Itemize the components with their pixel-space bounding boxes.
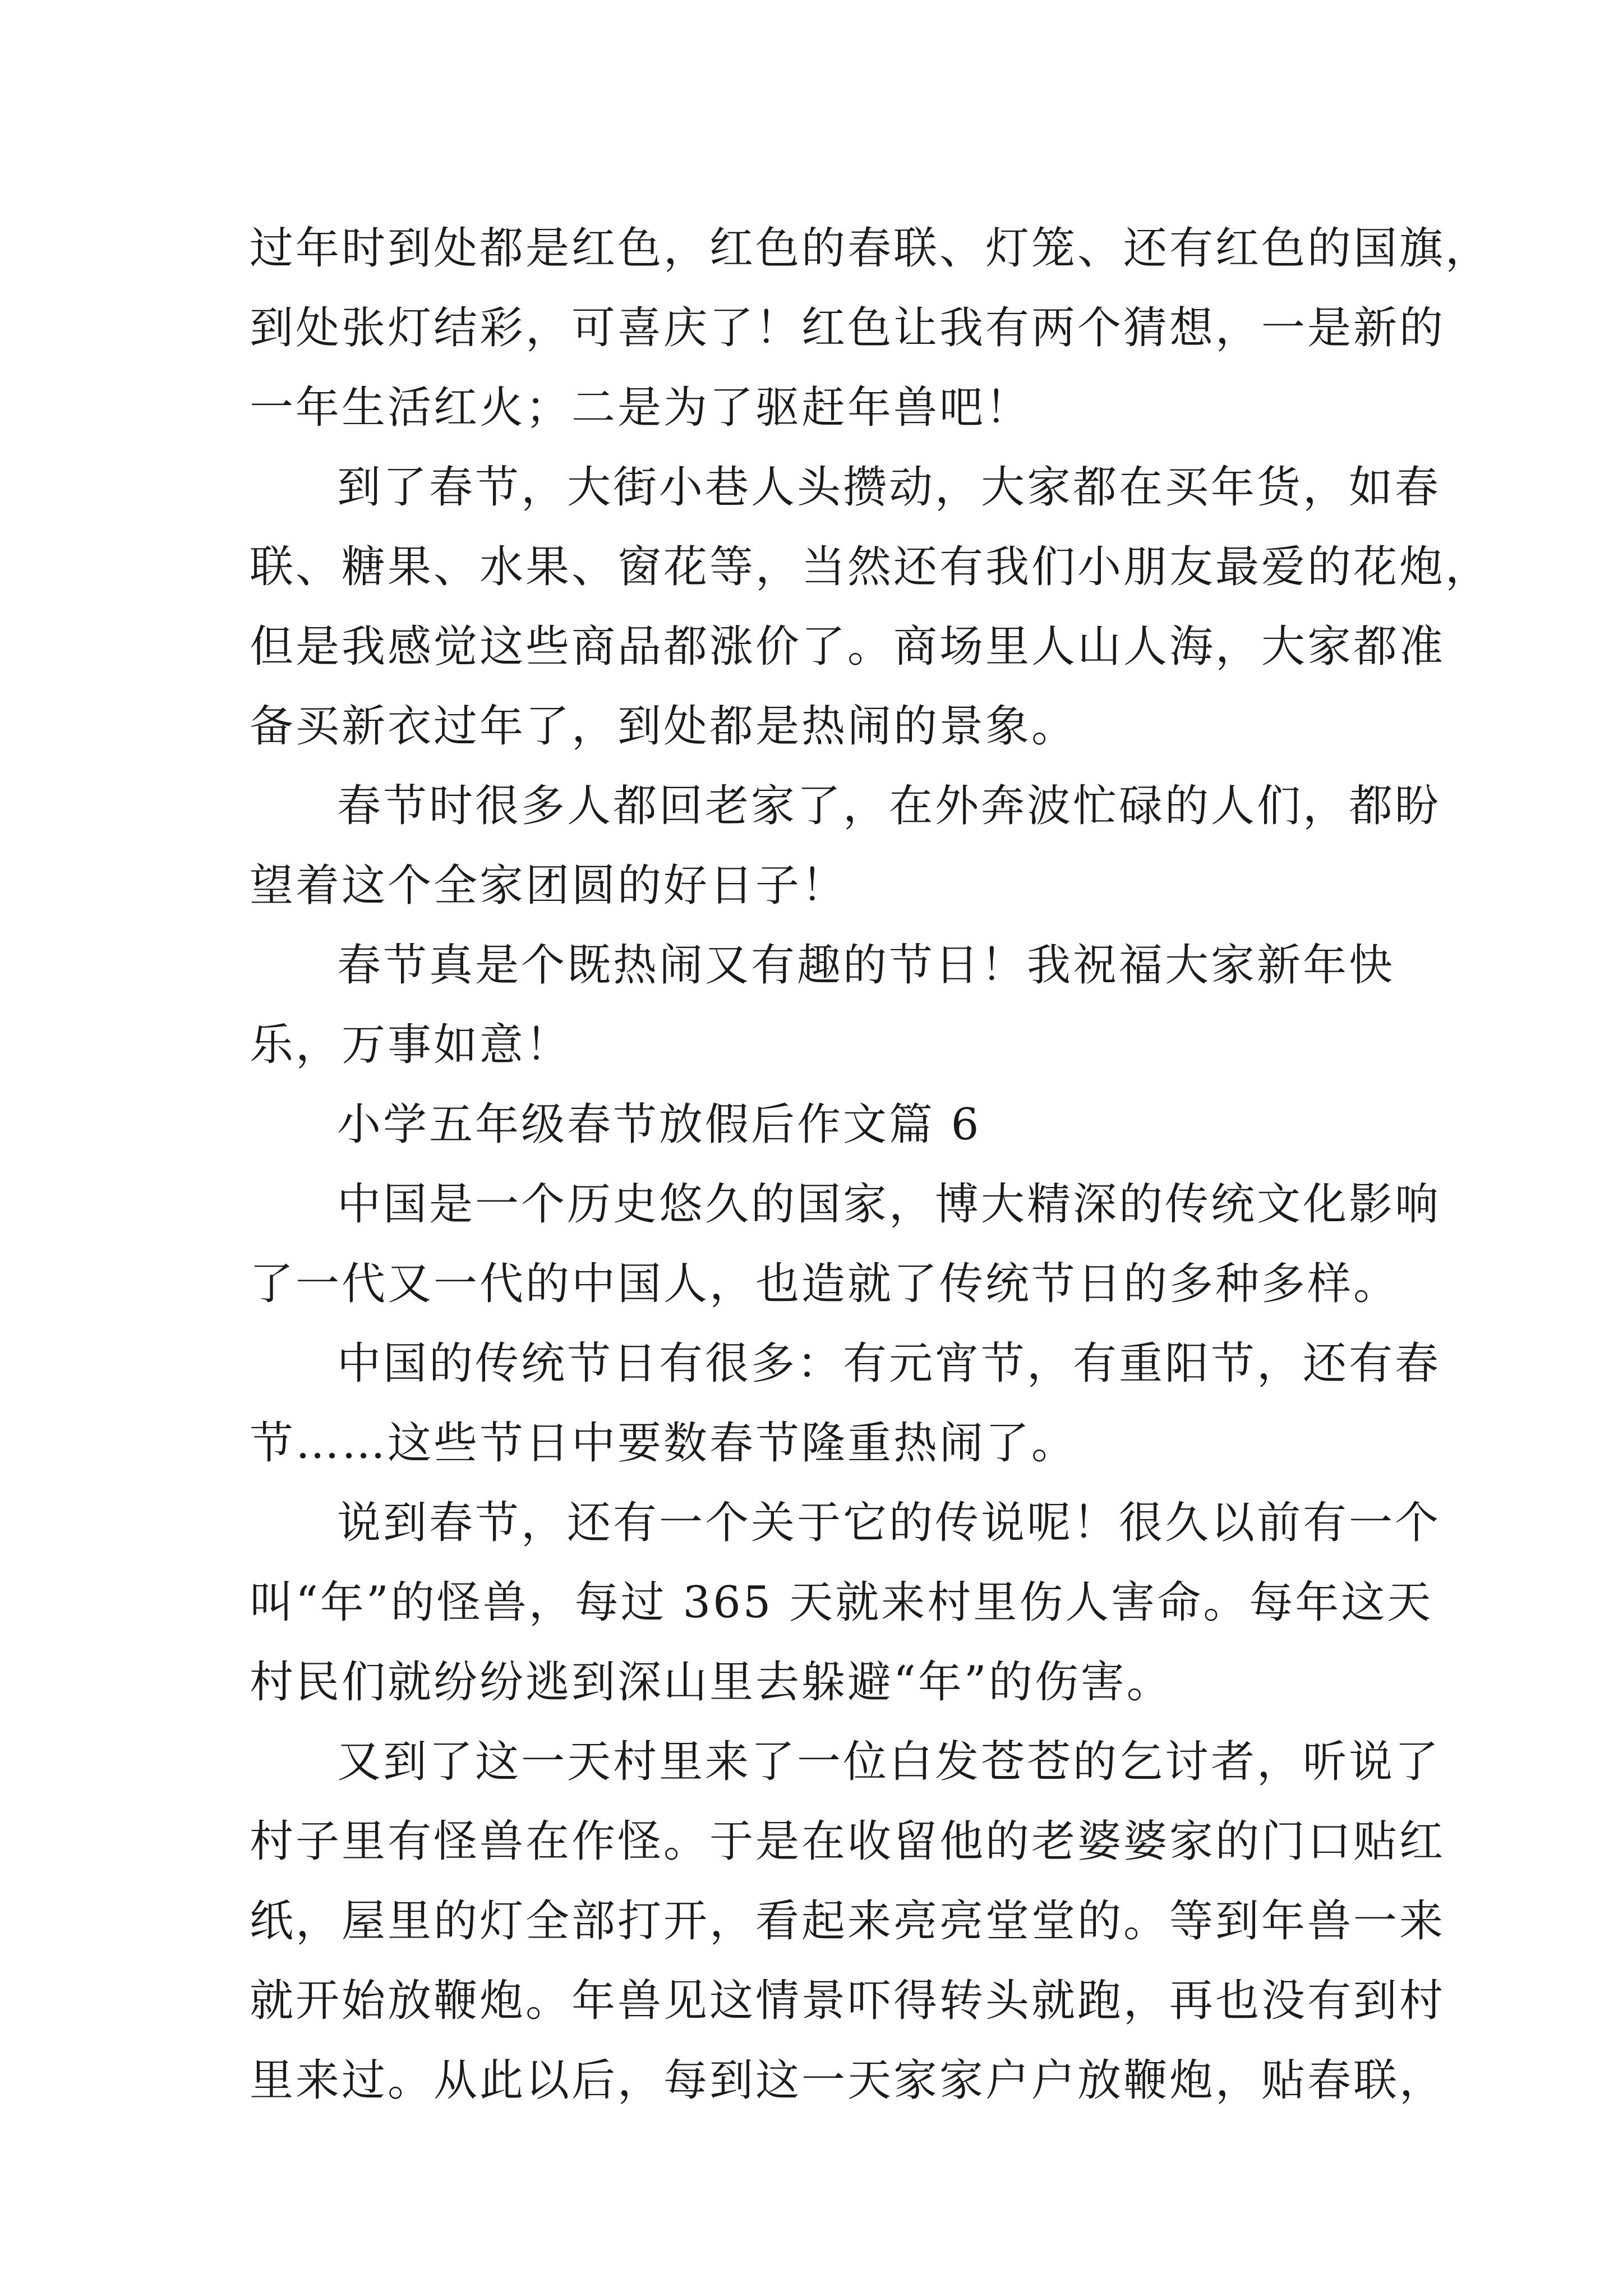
text-line: 村子里有怪兽在作怪。于是在收留他的老婆婆家的门口贴红 xyxy=(250,1816,1446,1867)
text-line: 到处张灯结彩，可喜庆了！红色让我有两个猜想，一是新的 xyxy=(250,303,1446,353)
text-line: 过年时到处都是红色，红色的春联、灯笼、还有红色的国旗， xyxy=(250,223,1492,274)
text-line: 叫“年”的怪兽，每过 365 天就来村里伤人害命。每年这天 xyxy=(250,1577,1433,1628)
document-body xyxy=(250,209,1492,2120)
text-line: 说到春节，还有一个关于它的传说呢！很久以前有一个 xyxy=(337,1498,1441,1548)
text-line: 中国的传统节日有很多：有元宵节，有重阳节，还有春 xyxy=(337,1338,1441,1389)
text-line: 了一代又一代的中国人，也造就了传统节日的多种多样。 xyxy=(250,1259,1400,1309)
text-line: 一年生活红火；二是为了驱赶年兽吧！ xyxy=(250,383,1032,433)
text-line: 里来过。从此以后，每到这一天家家户户放鞭炮，贴春联， xyxy=(250,2055,1446,2106)
text-line: 又到了这一天村里来了一位白发苍苍的乞讨者，听说了 xyxy=(337,1737,1441,1787)
text-line: 春节真是个既热闹又有趣的节日！我祝福大家新年快 xyxy=(337,940,1395,991)
text-line: 中国是一个历史悠久的国家，博大精深的传统文化影响 xyxy=(337,1179,1441,1230)
text-line: 乐，万事如意！ xyxy=(250,1020,572,1070)
text-line: 到了春节，大街小巷人头攒动，大家都在买年货，如春 xyxy=(337,462,1441,513)
text-line: 节……这些节日中要数春节隆重热闹了。 xyxy=(250,1418,1078,1469)
text-line: 备买新衣过年了，到处都是热闹的景象。 xyxy=(250,701,1078,752)
text-line: 村民们就纷纷逃到深山里去躲避“年”的伤害。 xyxy=(250,1657,1173,1708)
text-line: 望着这个全家团圆的好日子！ xyxy=(250,861,848,911)
text-line: 就开始放鞭炮。年兽见这情景吓得转头就跑，再也没有到村 xyxy=(250,1976,1446,2026)
text-line: 纸，屋里的灯全部打开，看起来亮亮堂堂的。等到年兽一来 xyxy=(250,1896,1446,1947)
text-line: 联、糖果、水果、窗花等，当然还有我们小朋友最爱的花炮， xyxy=(250,542,1492,592)
text-line: 但是我感觉这些商品都涨价了。商场里人山人海，大家都准 xyxy=(250,622,1446,672)
section-heading: 小学五年级春节放假后作文篇 6 xyxy=(337,1099,981,1150)
text-line: 春节时很多人都回老家了，在外奔波忙碌的人们，都盼 xyxy=(337,781,1441,831)
